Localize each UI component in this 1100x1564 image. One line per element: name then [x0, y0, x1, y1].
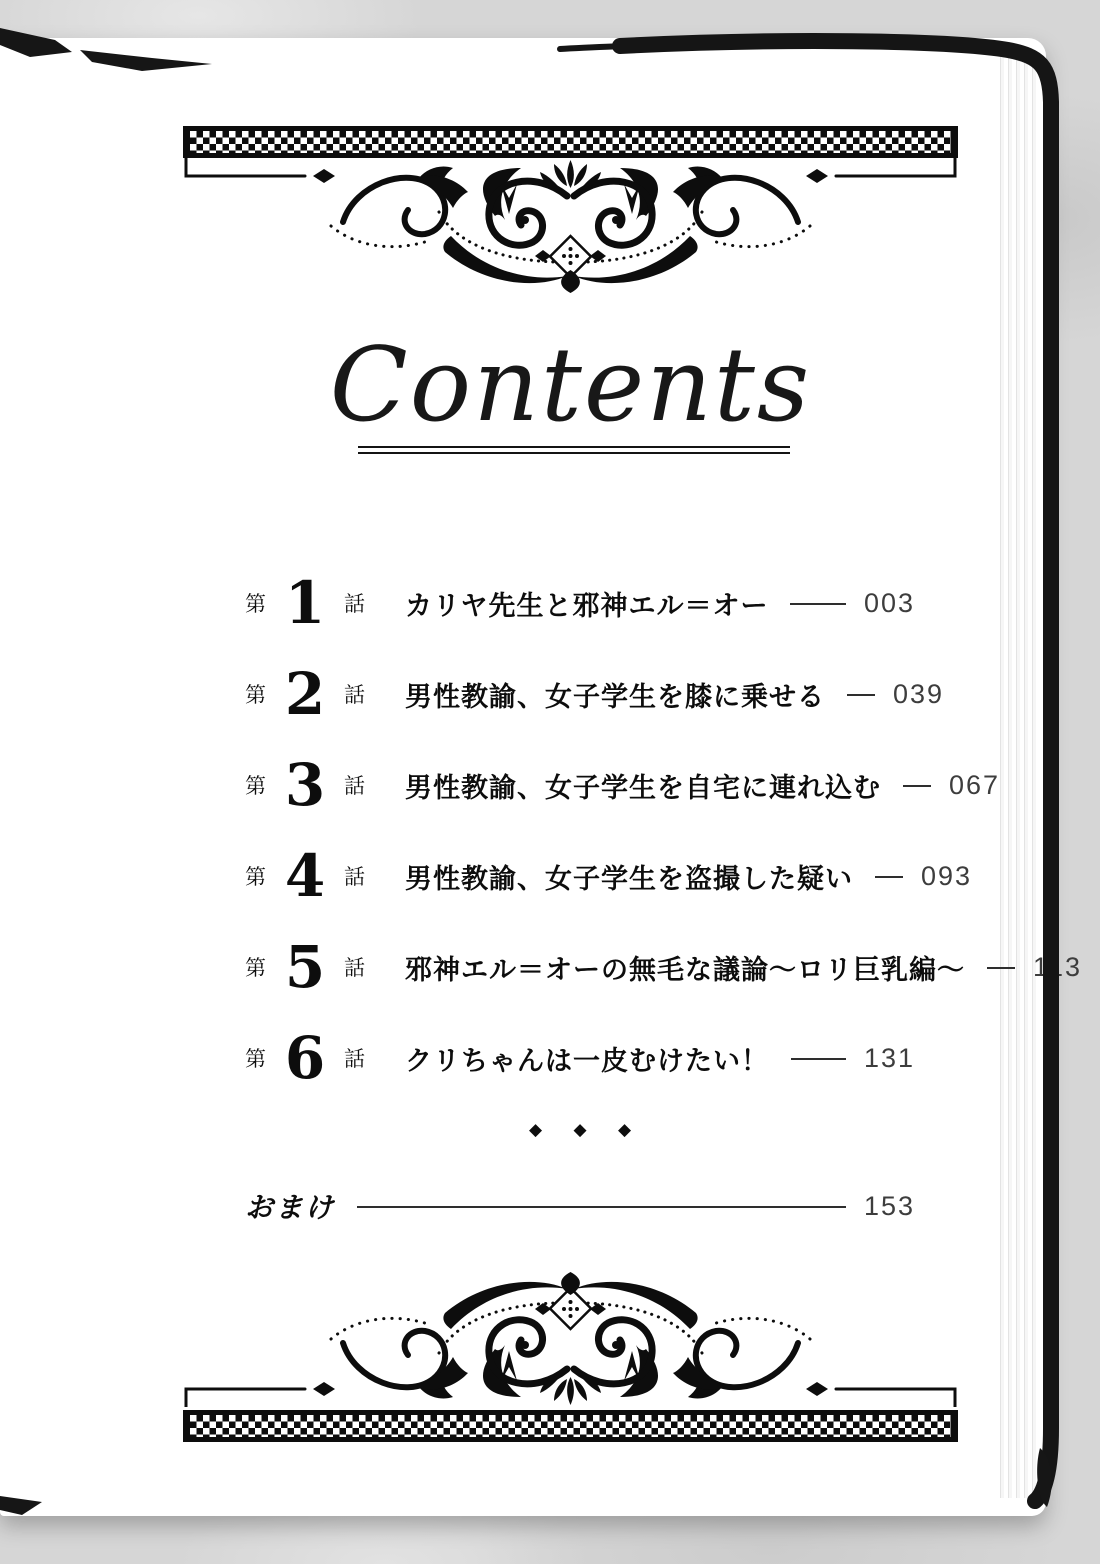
- toc-entry-2: [245, 659, 945, 729]
- toc-entry-6: [245, 1023, 915, 1093]
- chapter-number: 2: [284, 660, 326, 728]
- toc-entry-3: [245, 750, 1001, 820]
- chapter-title: クリちゃんは一皮むけたい！: [405, 1045, 769, 1077]
- page-number: 153: [863, 1190, 915, 1221]
- chapter-suffix: 話: [344, 1047, 365, 1071]
- leader-line: [357, 1206, 846, 1208]
- toc-entry-5: [245, 932, 1083, 1002]
- checkered-border-bottom: [183, 1410, 958, 1442]
- chapter-number: 6: [284, 1024, 326, 1092]
- leader-line: [903, 785, 931, 787]
- chapter-title: 男性教諭、女子学生を自宅に連れ込む: [405, 772, 881, 804]
- title-double-rule: [358, 446, 790, 454]
- diamond-separator: ◆ ◆ ◆: [528, 1120, 632, 1140]
- chapter-suffix: 話: [344, 865, 365, 889]
- flourish-ornament-bottom: [183, 1272, 958, 1407]
- page-number: 113: [1033, 951, 1083, 982]
- chapter-title: 男性教諭、女子学生を膝に乗せる: [405, 681, 825, 713]
- chapter-prefix: 第: [245, 1047, 266, 1071]
- toc-entry-4: [245, 841, 973, 911]
- leader-line: [790, 603, 845, 605]
- page-stack-edge: [996, 52, 1040, 1498]
- page-number: 131: [863, 1042, 915, 1073]
- chapter-prefix: 第: [245, 592, 266, 616]
- chapter-suffix: 話: [344, 683, 365, 707]
- extra-label: おまけ: [245, 1191, 336, 1224]
- leader-line: [875, 876, 903, 878]
- chapter-suffix: 話: [344, 774, 365, 798]
- page-number: 039: [893, 678, 945, 709]
- checkered-border-top: [183, 126, 958, 158]
- page-title: Contents: [329, 326, 812, 445]
- page-number: 003: [863, 587, 915, 618]
- leader-line: [847, 694, 875, 696]
- chapter-prefix: 第: [245, 774, 266, 798]
- table-of-contents: [245, 568, 1083, 1114]
- chapter-number: 1: [284, 569, 326, 637]
- page-number: 067: [949, 769, 1001, 800]
- toc-entry-extra: [245, 1182, 915, 1230]
- chapter-number: 5: [284, 933, 326, 1001]
- toc-entry-1: [245, 568, 915, 638]
- flourish-ornament-top: [183, 158, 958, 293]
- chapter-title: 男性教諭、女子学生を盗撮した疑い: [405, 863, 853, 895]
- chapter-number: 4: [284, 842, 326, 910]
- chapter-prefix: 第: [245, 956, 266, 980]
- chapter-suffix: 話: [344, 956, 365, 980]
- leader-line: [987, 967, 1015, 969]
- chapter-number: 3: [284, 751, 326, 819]
- chapter-title: カリヤ先生と邪神エル＝オー: [405, 590, 769, 622]
- page-number: 093: [921, 860, 973, 891]
- chapter-prefix: 第: [245, 865, 266, 889]
- chapter-suffix: 話: [344, 592, 365, 616]
- chapter-title: 邪神エル＝オーの無毛な議論～ロリ巨乳編～: [405, 954, 965, 986]
- chapter-prefix: 第: [245, 683, 266, 707]
- leader-line: [791, 1058, 846, 1060]
